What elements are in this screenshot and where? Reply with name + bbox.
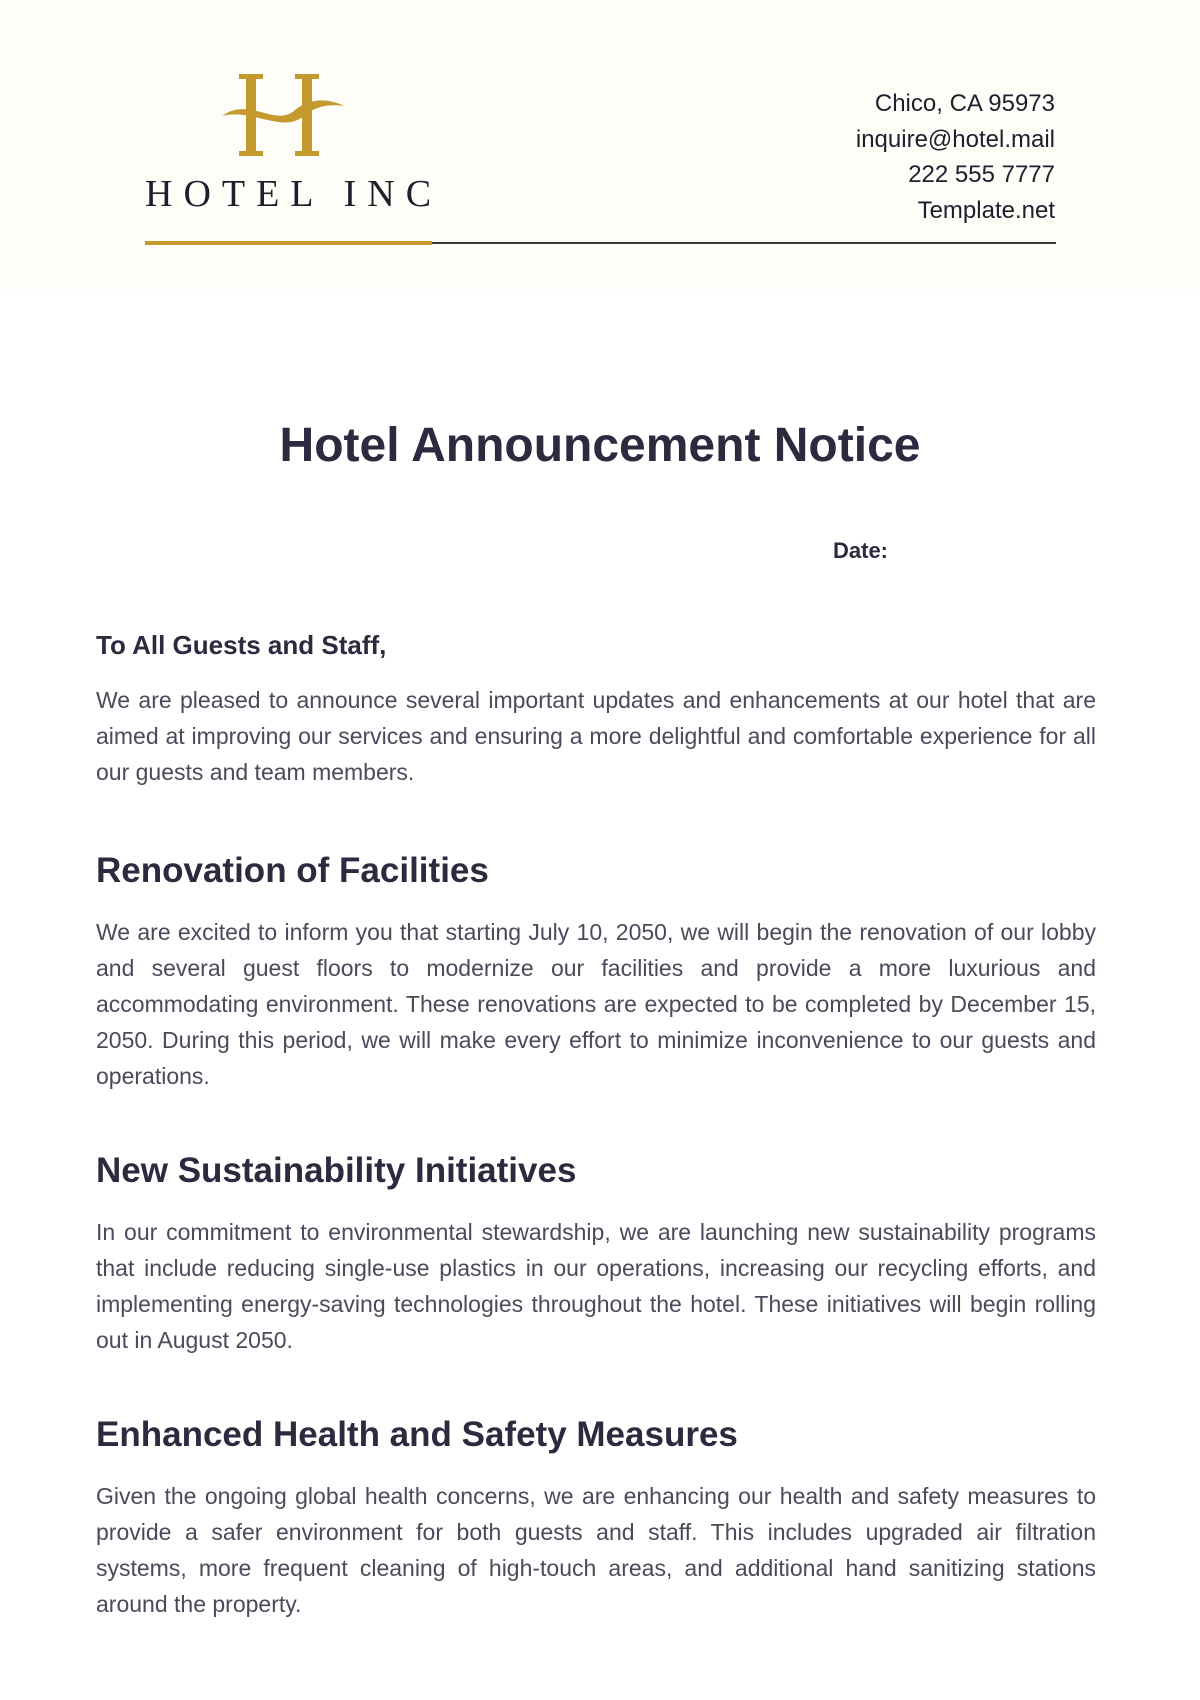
hotel-h-monogram-icon <box>220 70 350 160</box>
contact-block <box>856 86 1055 228</box>
section-body: Given the ongoing global health concerns, we are enhancing our health and safety measures to provide a safer environment for both guests and staff. This includes upgraded air filtration systems, more frequent cleaning of high-touch areas, and additional hand sanitizing stations around the property. <box>96 1483 1096 1617</box>
letterhead <box>0 0 1200 290</box>
document-title: Hotel Announcement Notice <box>279 419 921 472</box>
document-body <box>96 628 1096 1622</box>
contact-address: Chico, CA 95973 <box>874 90 1055 117</box>
contact-phone: 222 555 7777 <box>908 161 1055 188</box>
section-heading: New Sustainability Initiatives <box>96 1151 577 1190</box>
section-renovation <box>96 850 1096 1094</box>
date-label: Date: <box>833 538 889 563</box>
section-body: We are excited to inform you that starting July 10, 2050, we will begin the renovation of our lobby and several guest floors to modernize our facilities and provide a more luxurious and accommodating environment. These renovations are expected to be completed by December 15, 2050. During this period, we will make every effort to minimize inconvenience to our guests and operations. <box>96 919 1096 1089</box>
section-health-safety <box>96 1414 1096 1622</box>
contact-website[interactable]: Template.net <box>917 196 1055 224</box>
section-heading: Renovation of Facilities <box>96 851 489 890</box>
logo-wordmark: HOTEL INC <box>145 173 443 215</box>
contact-email[interactable]: inquire@hotel.mail <box>855 125 1055 153</box>
section-heading: Enhanced Health and Safety Measures <box>96 1415 738 1454</box>
intro-paragraph: We are pleased to announce several important updates and enhancements at our hotel that are aimed at improving our services and ensuring a more delightful and comfortable experience for all our guests and team members. <box>96 687 1096 785</box>
header-accent-divider <box>145 241 432 245</box>
salutation: To All Guests and Staff, <box>96 630 387 660</box>
hotel-logo <box>145 70 443 220</box>
section-body: In our commitment to environmental stewardship, we are launching new sustainability programs that include reducing single-use plastics in our operations, increasing our recycling efforts, and implementing energy-saving technologies throughout the hotel. These initiatives will begin rolling out in August 2050. <box>96 1219 1096 1353</box>
section-sustainability <box>96 1150 1096 1358</box>
